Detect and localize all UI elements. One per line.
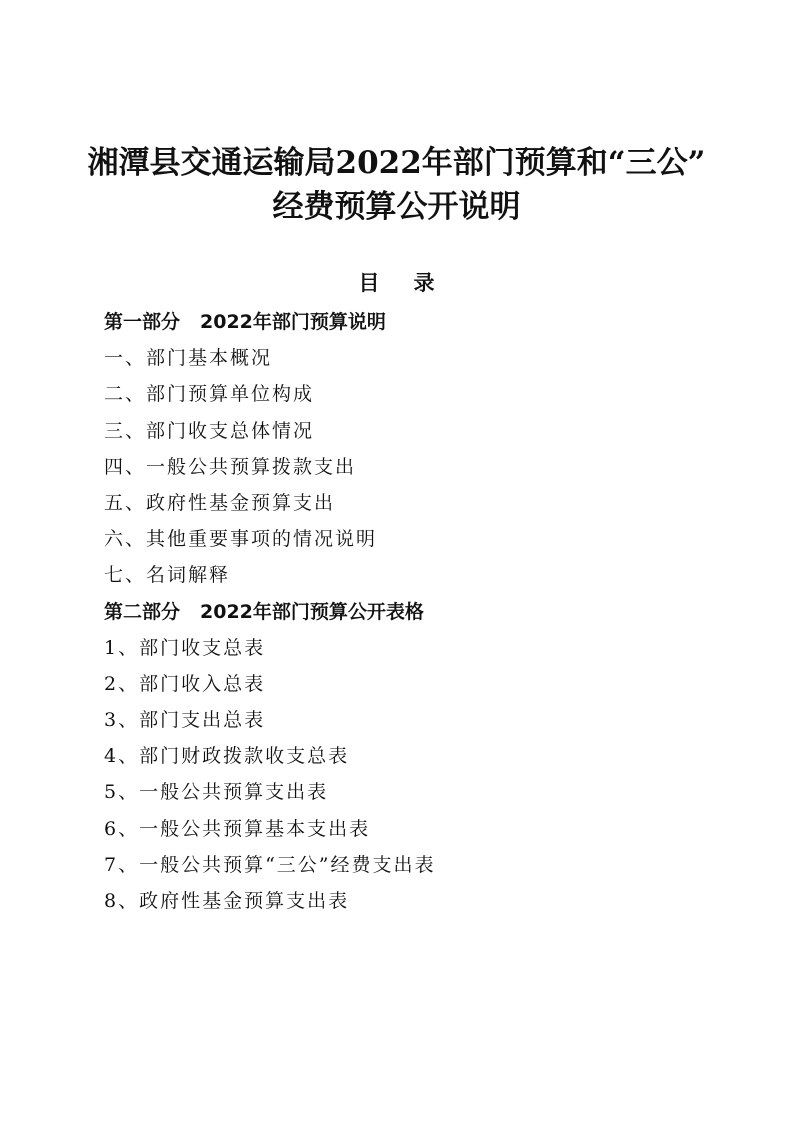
toc-part-2-title: 2022年部门预算公开表格 (200, 600, 424, 623)
toc-item: 2、部门收入总表 (104, 672, 266, 695)
toc-part-1-number: 第一部分 (104, 311, 181, 333)
toc-part-1-title: 2022年部门预算说明 (200, 311, 386, 333)
toc-part-2-number: 第二部分 (104, 600, 181, 623)
toc-item: 二、部门预算单位构成 (104, 383, 315, 406)
toc-item: 3、部门支出总表 (104, 709, 266, 732)
toc-item: 六、其他重要事项的情况说明 (104, 528, 378, 551)
toc-heading: 目录 (358, 271, 469, 295)
document-title-line-1: 湘潭县交通运输局2022年部门预算和“三公” (87, 145, 706, 181)
toc-item: 五、政府性基金预算支出 (104, 491, 336, 514)
toc-item: 4、部门财政拨款收支总表 (104, 745, 350, 768)
toc-item: 1、部门收支总表 (104, 636, 266, 659)
toc-item: 一、部门基本概况 (104, 347, 273, 370)
toc-item: 七、名词解释 (104, 564, 231, 587)
table-of-contents (104, 304, 744, 919)
toc-item: 5、一般公共预算支出表 (104, 781, 329, 804)
toc-item: 6、一般公共预算基本支出表 (104, 817, 371, 840)
toc-part-1 (104, 304, 744, 340)
toc-item: 8、政府性基金预算支出表 (104, 890, 350, 912)
toc-item: 三、部门收支总体情况 (104, 419, 315, 442)
toc-part-2 (104, 594, 744, 630)
toc-item: 四、一般公共预算拨款支出 (104, 455, 357, 478)
document-title-line-2: 经费预算公开说明 (272, 189, 521, 225)
toc-item: 7、一般公共预算“三公”经费支出表 (104, 853, 436, 876)
